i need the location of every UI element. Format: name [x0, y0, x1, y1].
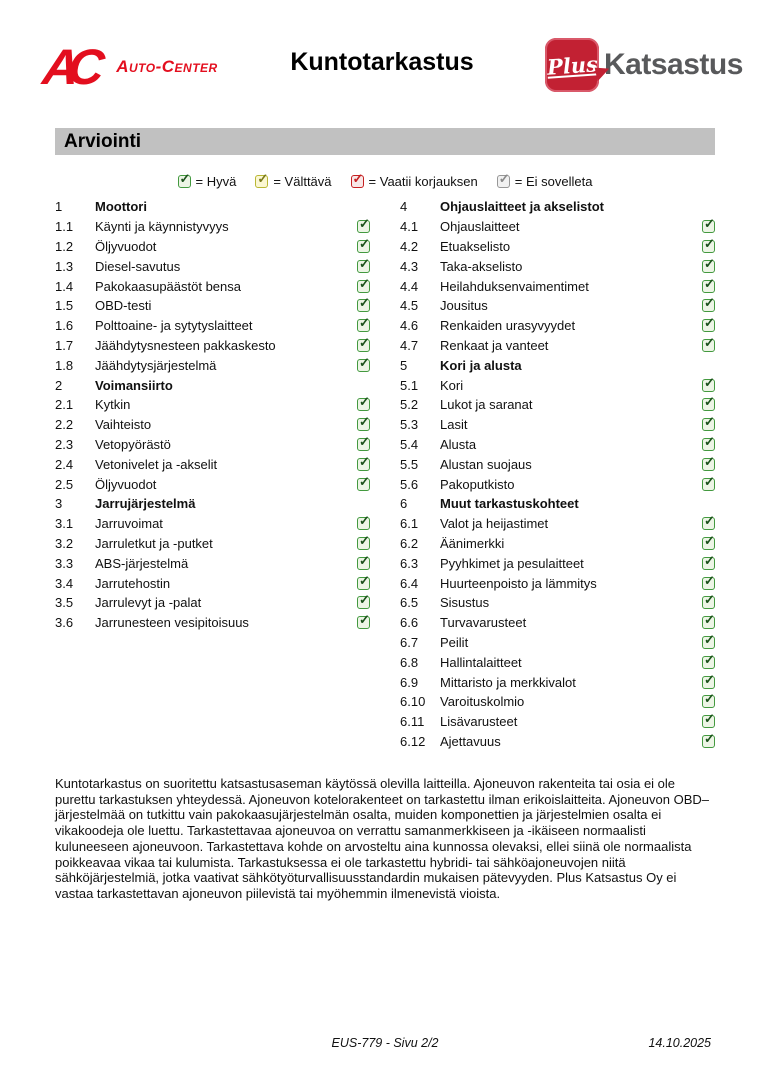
checklist-row — [55, 553, 370, 573]
checkbox-good-icon — [702, 715, 715, 728]
item-number: 2.5 — [55, 476, 74, 492]
item-number: 1 — [55, 199, 63, 215]
item-label: Turvavarusteet — [440, 615, 527, 631]
checklist-section-header — [55, 375, 370, 395]
checkbox-good-icon — [702, 676, 715, 689]
item-number: 1.7 — [55, 337, 74, 353]
legend-label: = Hyvä — [195, 173, 237, 189]
checkbox-good-icon — [357, 557, 370, 570]
item-label: Sisustus — [440, 595, 490, 611]
item-number: 6.2 — [400, 535, 419, 551]
item-number: 6.1 — [400, 516, 419, 532]
item-label: Etuakselisto — [440, 238, 511, 254]
checkbox-good-icon — [357, 319, 370, 332]
checkbox-good-icon — [702, 636, 715, 649]
legend-label: = Välttävä — [273, 173, 332, 189]
checkbox-good-icon — [702, 537, 715, 550]
checklist-row — [400, 395, 715, 415]
item-label: Pakoputkisto — [440, 476, 515, 492]
checklist-row — [55, 256, 370, 276]
checkbox-good-icon — [357, 339, 370, 352]
report-date: 14.10.2025 — [648, 1036, 711, 1050]
checkbox-good-icon — [702, 735, 715, 748]
item-number: 5.5 — [400, 456, 419, 472]
item-number: 4.6 — [400, 318, 419, 334]
checklist-row — [55, 296, 370, 316]
checklist-section-header — [55, 494, 370, 514]
item-label: Öljyvuodot — [95, 476, 157, 492]
item-number: 1.6 — [55, 318, 74, 334]
checklist-row — [400, 732, 715, 752]
item-number: 2.3 — [55, 436, 74, 452]
checkbox-good-icon — [357, 438, 370, 451]
page-title: Kuntotarkastus — [290, 48, 474, 76]
item-label: Jarruletkut ja -putket — [95, 535, 213, 551]
checklist-row — [400, 534, 715, 554]
auto-center-logo-text: Auto-Center — [116, 57, 218, 76]
checkbox-good-icon — [357, 616, 370, 629]
item-number: 3.6 — [55, 615, 74, 631]
item-label: Vaihteisto — [95, 417, 152, 433]
item-number: 1.3 — [55, 258, 74, 274]
item-number: 2 — [55, 377, 63, 393]
item-label: Alustan suojaus — [440, 456, 532, 472]
plus-katsastus-logo — [545, 38, 743, 92]
item-number: 2.4 — [55, 456, 74, 472]
item-label: Jarrulevyt ja -palat — [95, 595, 202, 611]
item-label: Mittaristo ja merkkivalot — [440, 674, 576, 690]
item-label: Renkaat ja vanteet — [440, 337, 549, 353]
legend-label: = Vaatii korjauksen — [368, 173, 478, 189]
checklist-row — [55, 395, 370, 415]
item-number: 6.9 — [400, 674, 419, 690]
item-number: 1.2 — [55, 238, 74, 254]
checklist-row — [400, 672, 715, 692]
item-label: Jäähdytysjärjestelmä — [95, 357, 217, 373]
item-label: Huurteenpoisto ja lämmitys — [440, 575, 597, 591]
item-label: Äänimerkki — [440, 535, 505, 551]
checkbox-good-icon — [357, 240, 370, 253]
checklist-row — [55, 276, 370, 296]
item-label: Pakokaasupäästöt bensa — [95, 278, 241, 294]
checkbox-good-icon — [702, 438, 715, 451]
checklist-row — [55, 217, 370, 237]
item-label: Kytkin — [95, 397, 131, 413]
item-number: 3 — [55, 496, 63, 512]
checkbox-good-icon — [702, 280, 715, 293]
item-label: Jousitus — [440, 298, 488, 314]
checklist-row — [400, 237, 715, 257]
checklist-section-header — [55, 197, 370, 217]
checklist-row — [55, 474, 370, 494]
checkbox-repair-icon — [351, 175, 364, 188]
checklist-row — [400, 435, 715, 455]
item-number: 6.12 — [400, 733, 426, 749]
item-number: 5.2 — [400, 397, 419, 413]
checklist-row — [400, 593, 715, 613]
item-number: 4.3 — [400, 258, 419, 274]
checklist-row — [55, 514, 370, 534]
item-label: ABS-järjestelmä — [95, 555, 189, 571]
checklist-row — [55, 593, 370, 613]
item-label: Lukot ja saranat — [440, 397, 533, 413]
checkbox-good-icon — [702, 379, 715, 392]
item-label: Varoituskolmio — [440, 694, 525, 710]
checkbox-good-icon — [702, 220, 715, 233]
checkbox-good-icon — [357, 220, 370, 233]
item-number: 6.4 — [400, 575, 419, 591]
checklist-row — [400, 652, 715, 672]
checkbox-good-icon — [357, 260, 370, 273]
item-number: 6.8 — [400, 654, 419, 670]
item-label: Ohjauslaitteet ja akselistot — [440, 199, 605, 215]
checkbox-good-icon — [702, 458, 715, 471]
item-number: 1.5 — [55, 298, 74, 314]
checklist-row — [400, 692, 715, 712]
checkbox-good-icon — [702, 517, 715, 530]
checklist-row — [55, 336, 370, 356]
item-number: 3.2 — [55, 535, 74, 551]
item-label: Peilit — [440, 634, 469, 650]
item-label: Jarruvoimat — [95, 516, 163, 532]
item-number: 3.5 — [55, 595, 74, 611]
item-number: 4.2 — [400, 238, 419, 254]
checklist-row — [400, 573, 715, 593]
item-number: 1.1 — [55, 219, 74, 235]
item-label: Renkaiden urasyvyydet — [440, 318, 576, 334]
checklist-row — [400, 474, 715, 494]
item-label: Hallintalaitteet — [440, 654, 522, 670]
auto-center-monogram-icon: AC — [40, 39, 97, 95]
checkbox-good-icon — [702, 656, 715, 669]
legend-item-fair — [255, 174, 331, 189]
checklist-row — [400, 553, 715, 573]
item-label: Kori — [440, 377, 464, 393]
checklist-row — [400, 336, 715, 356]
katsastus-logo-text: Katsastus — [604, 48, 743, 81]
item-label: Heilahduksenvaimentimet — [440, 278, 589, 294]
checkbox-good-icon — [178, 175, 191, 188]
checkbox-good-icon — [357, 359, 370, 372]
item-label: Vetopyörästö — [95, 436, 171, 452]
checklist-row — [400, 256, 715, 276]
item-label: Lasit — [440, 417, 468, 433]
item-label: Ohjauslaitteet — [440, 219, 520, 235]
checkbox-good-icon — [702, 319, 715, 332]
inspection-checklist — [55, 197, 715, 751]
checkbox-good-icon — [702, 577, 715, 590]
checklist-row — [400, 296, 715, 316]
item-number: 4 — [400, 199, 408, 215]
section-title-arviointi: Arviointi — [55, 128, 715, 155]
item-number: 1.8 — [55, 357, 74, 373]
item-number: 4.7 — [400, 337, 419, 353]
checklist-row — [55, 316, 370, 336]
item-label: Jarrujärjestelmä — [95, 496, 196, 512]
item-label: Kori ja alusta — [440, 357, 522, 373]
item-label: Jarrunesteen vesipitoisuus — [95, 615, 249, 631]
checkbox-good-icon — [357, 517, 370, 530]
checkbox-good-icon — [702, 695, 715, 708]
item-number: 6.5 — [400, 595, 419, 611]
checkbox-good-icon — [702, 260, 715, 273]
checkbox-good-icon — [702, 557, 715, 570]
item-number: 6.10 — [400, 694, 426, 710]
checkbox-good-icon — [702, 339, 715, 352]
item-label: OBD-testi — [95, 298, 152, 314]
item-number: 1.4 — [55, 278, 74, 294]
disclaimer-text: Kuntotarkastus on suoritettu katsastusaseman käytössä olevilla laitteilla. Ajoneuvon rakenteita tai osia ei ole purettu tarkastuksen yhteydessä. Ajoneuvon kotelorakenteet on tarkastettu ilman erikoislaitteita. Ajoneuvon OBD–järjestelmää on tutkittu vain pakokaasujärjestelmän osalta, muiden komponettien ja järjestelmien osalta ei vikakoodeja ole luettu. Tarkastettavaa ajoneuvoa on verrattu samanmerkkiseen ja -ikäiseen normaalisti kuluneeseen ajoneuvoon. Tarkastettava kohde on arvosteltu aina kunnossa olevaksi, ellei siinä ole normaalista poikkeavaa vikaa tai kulumista. Tarkastuksessa ei ole tarkastettu hybridi- tai sähköajoneuvojen niitä sähköjärjestelmiä, jotka vaativat sähkötyöturvallisuusstandardin mukaisen pätevyyden. Plus Katsastus Oy ei vastaa tarkastettavan ajoneuvon piilevistä tai myöhemmin ilmenevistä vioista. — [55, 776, 709, 901]
checkbox-good-icon — [357, 458, 370, 471]
checkbox-fair-icon — [255, 175, 268, 188]
checklist-row — [400, 415, 715, 435]
checkbox-good-icon — [702, 299, 715, 312]
item-label: Ajettavuus — [440, 733, 501, 749]
item-number: 6.11 — [400, 714, 425, 730]
legend-label: = Ei sovelleta — [514, 173, 593, 189]
legend-item-na — [497, 174, 593, 189]
checkbox-good-icon — [357, 596, 370, 609]
checkbox-good-icon — [357, 478, 370, 491]
item-label: Pyyhkimet ja pesulaitteet — [440, 555, 584, 571]
checklist-row — [400, 633, 715, 653]
checkbox-good-icon — [357, 398, 370, 411]
checklist-row — [55, 454, 370, 474]
checklist-row — [400, 316, 715, 336]
checklist-row — [400, 217, 715, 237]
checklist-section-header — [400, 355, 715, 375]
rating-legend — [55, 171, 715, 191]
item-label: Muut tarkastuskohteet — [440, 496, 579, 512]
page-footer — [55, 1036, 715, 1052]
item-label: Taka-akselisto — [440, 258, 523, 274]
item-number: 5.6 — [400, 476, 419, 492]
checklist-section-header — [400, 197, 715, 217]
item-number: 6.6 — [400, 615, 419, 631]
checkbox-good-icon — [357, 299, 370, 312]
item-label: Diesel-savutus — [95, 258, 181, 274]
page-info: EUS-779 - Sivu 2/2 — [331, 1036, 439, 1050]
checklist-left-column — [55, 197, 370, 751]
item-number: 5.3 — [400, 417, 419, 433]
checklist-row — [400, 454, 715, 474]
checkbox-good-icon — [357, 418, 370, 431]
plus-speech-bubble-icon — [545, 38, 599, 92]
item-number: 4.5 — [400, 298, 419, 314]
plus-bubble-text: Plus — [545, 50, 599, 80]
item-number: 6 — [400, 496, 408, 512]
checkbox-good-icon — [702, 398, 715, 411]
item-label: Polttoaine- ja sytytyslaitteet — [95, 318, 253, 334]
checklist-row — [55, 534, 370, 554]
checkbox-good-icon — [702, 240, 715, 253]
item-number: 5.4 — [400, 436, 419, 452]
item-number: 5 — [400, 357, 408, 373]
item-label: Vetonivelet ja -akselit — [95, 456, 218, 472]
legend-item-repair — [351, 174, 478, 189]
checkbox-good-icon — [357, 577, 370, 590]
checklist-row — [55, 415, 370, 435]
item-number: 3.1 — [55, 516, 74, 532]
item-label: Voimansiirto — [95, 377, 173, 393]
item-number: 2.2 — [55, 417, 74, 433]
checklist-row — [400, 375, 715, 395]
item-label: Jäähdytysnesteen pakkaskesto — [95, 337, 276, 353]
item-label: Moottori — [95, 199, 147, 215]
checkbox-good-icon — [357, 537, 370, 550]
checklist-section-header — [400, 494, 715, 514]
item-label: Jarrutehostin — [95, 575, 171, 591]
item-label: Käynti ja käynnistyvyys — [95, 219, 229, 235]
checkbox-good-icon — [702, 616, 715, 629]
item-number: 6.7 — [400, 634, 419, 650]
item-number: 5.1 — [400, 377, 419, 393]
checkbox-na-icon — [497, 175, 510, 188]
checkbox-good-icon — [702, 478, 715, 491]
item-label: Öljyvuodot — [95, 238, 157, 254]
item-number: 4.4 — [400, 278, 419, 294]
item-number: 3.4 — [55, 575, 74, 591]
item-number: 6.3 — [400, 555, 419, 571]
legend-item-good — [178, 174, 237, 189]
item-number: 2.1 — [55, 397, 74, 413]
checkbox-good-icon — [357, 280, 370, 293]
item-label: Valot ja heijastimet — [440, 516, 549, 532]
checklist-row — [55, 237, 370, 257]
item-number: 4.1 — [400, 219, 419, 235]
checkbox-good-icon — [702, 418, 715, 431]
checklist-row — [400, 613, 715, 633]
checklist-row — [55, 613, 370, 633]
checklist-row — [400, 276, 715, 296]
checkbox-good-icon — [702, 596, 715, 609]
item-label: Alusta — [440, 436, 477, 452]
checklist-row — [400, 514, 715, 534]
checklist-row — [400, 712, 715, 732]
item-label: Lisävarusteet — [440, 714, 518, 730]
checklist-right-column — [400, 197, 715, 751]
checklist-row — [55, 355, 370, 375]
checklist-row — [55, 435, 370, 455]
item-number: 3.3 — [55, 555, 74, 571]
checklist-row — [55, 573, 370, 593]
